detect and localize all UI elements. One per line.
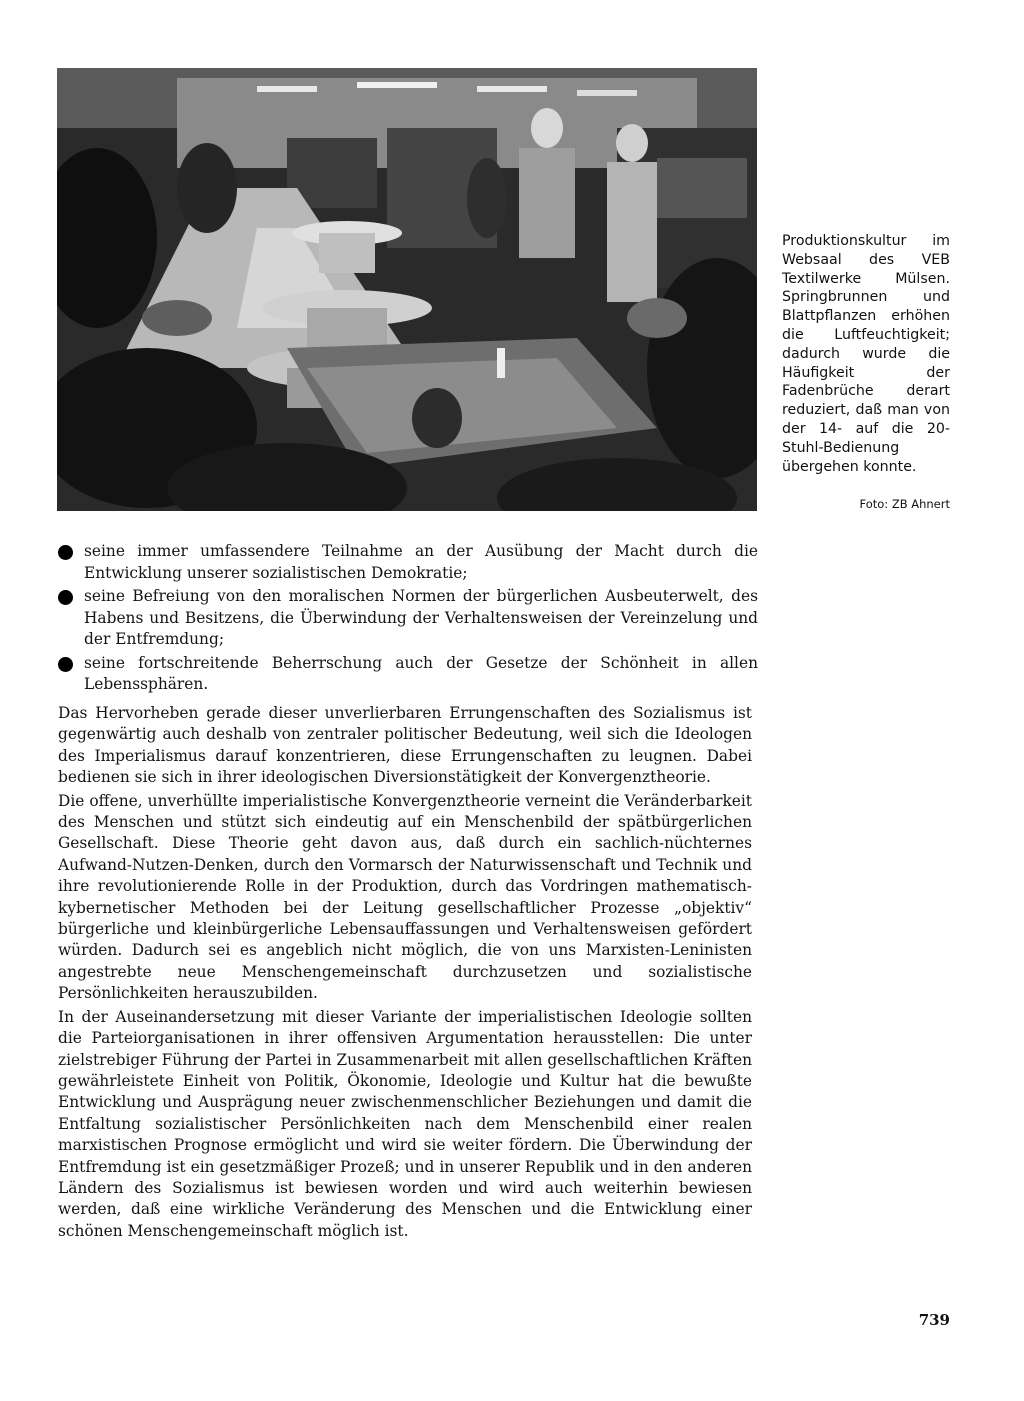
bullet-dot-icon xyxy=(58,657,73,672)
bullet-item xyxy=(58,653,758,696)
paragraph: In der Auseinandersetzung mit dieser Variante der imperialistischen Ideologie sollten die Parteiorganisationen in ihrer offensiven Argumentation herausstellen: Die unter zielstrebiger Führung der Partei in Zusammenarbeit mit allen gesellschaftlichen Kräften gewährleistete Einheit von Politik, Ökonomie, Ideologie und Kultur hat die bewußte Entwicklung und Ausprägung neuer zwischenmenschlicher Beziehungen und damit die Entfaltung sozialistischer Persönlichkeiten nach dem Menschenbild einer realen marxistischen Prognose ermöglicht und wird sie weiter fördern. Die Überwindung der Entfremdung ist ein gesetzmäßiger Prozeß; und in unserer Republik und in den anderen Ländern des Sozialismus ist bewiesen worden und wird auch weiterhin bewiesen werden, daß eine wirkliche Veränderung des Menschen und die Entwicklung einer schönen Menschengemeinschaft möglich ist. xyxy=(58,1007,752,1240)
photo-illustration xyxy=(57,68,757,511)
page-number: 739 xyxy=(918,1311,950,1329)
bullet-list xyxy=(58,541,758,698)
bullet-item xyxy=(58,541,758,584)
bullet-item xyxy=(58,586,758,651)
paragraph: Das Hervorheben gerade dieser unverlierbaren Errungenschaften des Sozialismus ist gegenwärtig auch deshalb von zentraler politischer Bedeutung, weil sich die Ideologen des Imperialismus darauf konzentrieren, diese Errungenschaften zu leugnen. Dabei bedienen sie sich in ihrer ideologischen Diversionstätigkeit der Konvergenztheorie. xyxy=(58,704,752,787)
photo-caption xyxy=(782,232,950,476)
bullet-text: seine immer umfassendere Teilnahme an der Ausübung der Macht durch die Entwicklung unserer sozialistischen Demokratie; xyxy=(84,542,758,582)
body-text xyxy=(58,703,752,1244)
bullet-dot-icon xyxy=(58,545,73,560)
bullet-text: seine fortschreitende Beherrschung auch der Gesetze der Schönheit in allen Lebenssphären. xyxy=(84,653,758,693)
bullet-dot-icon xyxy=(58,590,73,605)
photo-credit: Foto: ZB Ahnert xyxy=(859,497,950,511)
bullet-text: seine Befreiung von den moralischen Normen der bürgerlichen Ausbeuterwelt, des Habens und Besitzens, die Überwindung der Verhaltensweisen der Vereinzelung und der Entfremdung; xyxy=(84,587,758,648)
paragraph: Die offene, unverhüllte imperialistische Konvergenztheorie verneint die Veränderbarkeit des Menschen und stützt sich eindeutig auf ein Menschenbild der spätbürgerlichen Gesellschaft. Diese Theorie geht davon aus, daß durch ein sachlich-nüchternes Aufwand-Nutzen-Denken, durch den Vormarsch der Naturwissenschaft und Technik und ihre revolutionierende Rolle in der Produktion, durch das Vordringen mathematisch-kybernetischer Methoden bei der Leitung gesellschaftlicher Prozesse „objektiv“ bürgerliche und kleinbürgerliche Lebensauffassungen und Verhaltensweisen gefördert würden. Dadurch sei es angeblich nicht möglich, die von uns Marxisten-Leninisten angestrebte neue Menschengemeinschaft durchzusetzen und sozialistische Persönlichkeiten herauszubilden. xyxy=(58,791,752,1003)
caption-text: Produktionskultur im Websaal des VEB Textilwerke Mülsen. Springbrunnen und Blattpflanzen erhöhen die Luftfeuchtigkeit; dadurch wurde die Häufigkeit der Fadenbrüche derart reduziert, daß man von der 14- auf die 20-Stuhl-Bedienung übergehen konnte. xyxy=(782,233,950,475)
weaving-hall-photo xyxy=(57,68,757,511)
